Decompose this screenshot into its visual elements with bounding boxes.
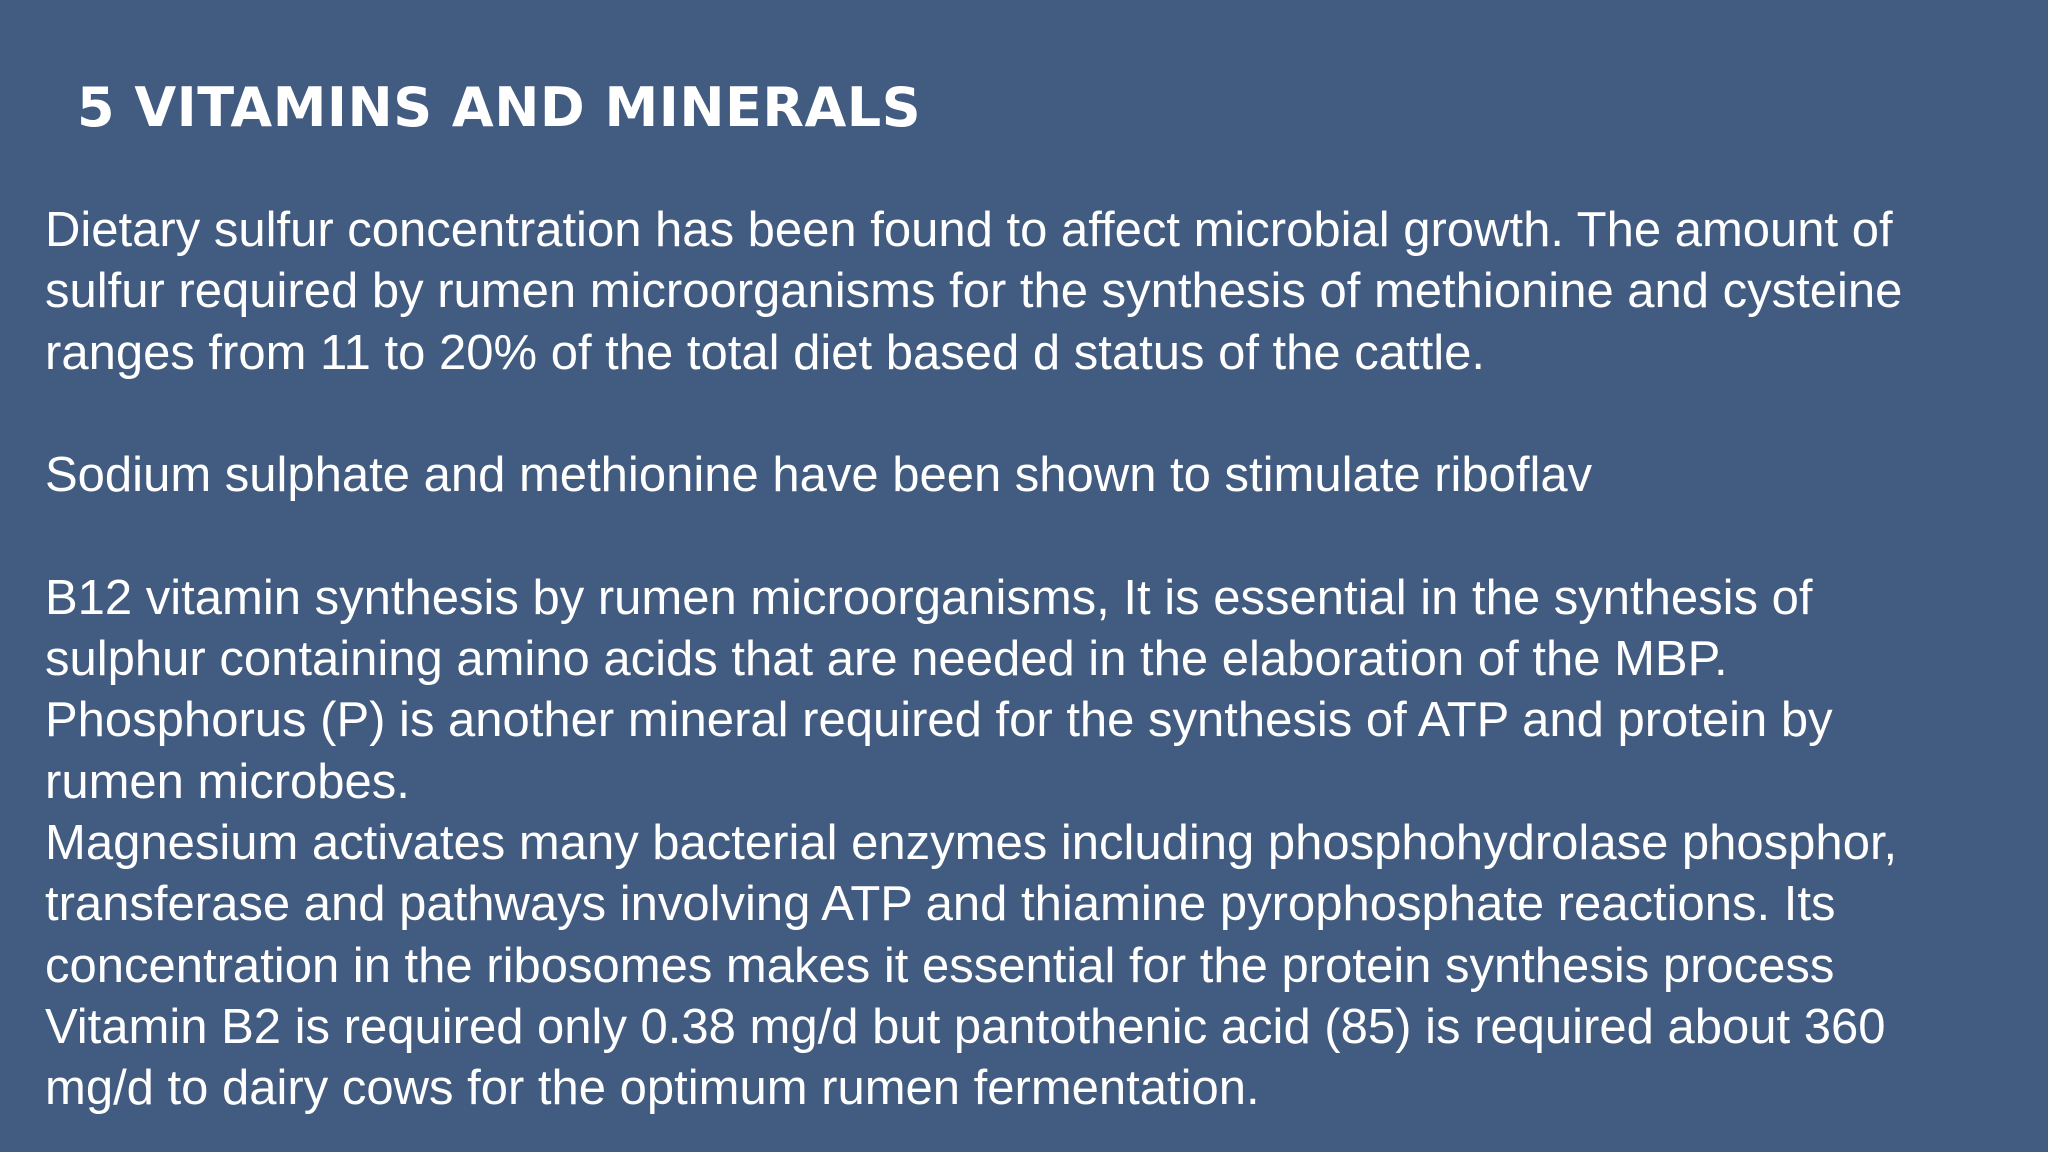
text-line: sulphur containing amino acids that are needed in the elaboration of the MBP. — [45, 632, 1728, 687]
text-line: Dietary sulfur concentration has been found to affect microbial growth. The amount of — [45, 203, 1893, 257]
text-line: sulfur required by rumen microorganisms for the synthesis of methionine and cysteine — [45, 264, 1903, 319]
text-line: ranges from 11 to 20% of the total diet based d status of the cattle. — [45, 325, 1486, 380]
slide-body — [45, 200, 2035, 1119]
text-line: Vitamin B2 is required only 0.38 mg/d but pantothenic acid (85) is required about 360 — [45, 999, 1886, 1054]
paragraph-vitamins-minerals — [45, 568, 2035, 1120]
paragraph-spacer — [45, 506, 2035, 567]
text-line: rumen microbes. — [45, 754, 410, 809]
text-line: transferase and pathways involving ATP and thiamine pyrophosphate reactions. Its — [45, 877, 1836, 932]
text-line: concentration in the ribosomes makes it essential for the protein synthesis process — [45, 938, 1835, 993]
slide-title: 5 VITAMINS AND MINERALS — [77, 76, 922, 139]
text-line: Sodium sulphate and methionine have been shown to stimulate riboflav — [45, 448, 1593, 503]
paragraph-sulfur — [45, 200, 2035, 384]
paragraph-spacer — [45, 384, 2035, 445]
text-line: Phosphorus (P) is another mineral required for the synthesis of ATP and protein by — [45, 693, 1833, 748]
text-line: Magnesium activates many bacterial enzymes including phosphohydrolase phosphor, — [45, 815, 1898, 870]
text-line: mg/d to dairy cows for the optimum rumen fermentation. — [45, 1061, 1260, 1116]
text-line: B12 vitamin synthesis by rumen microorganisms, It is essential in the synthesis of — [45, 570, 1813, 625]
paragraph-sodium-sulphate — [45, 445, 2035, 506]
